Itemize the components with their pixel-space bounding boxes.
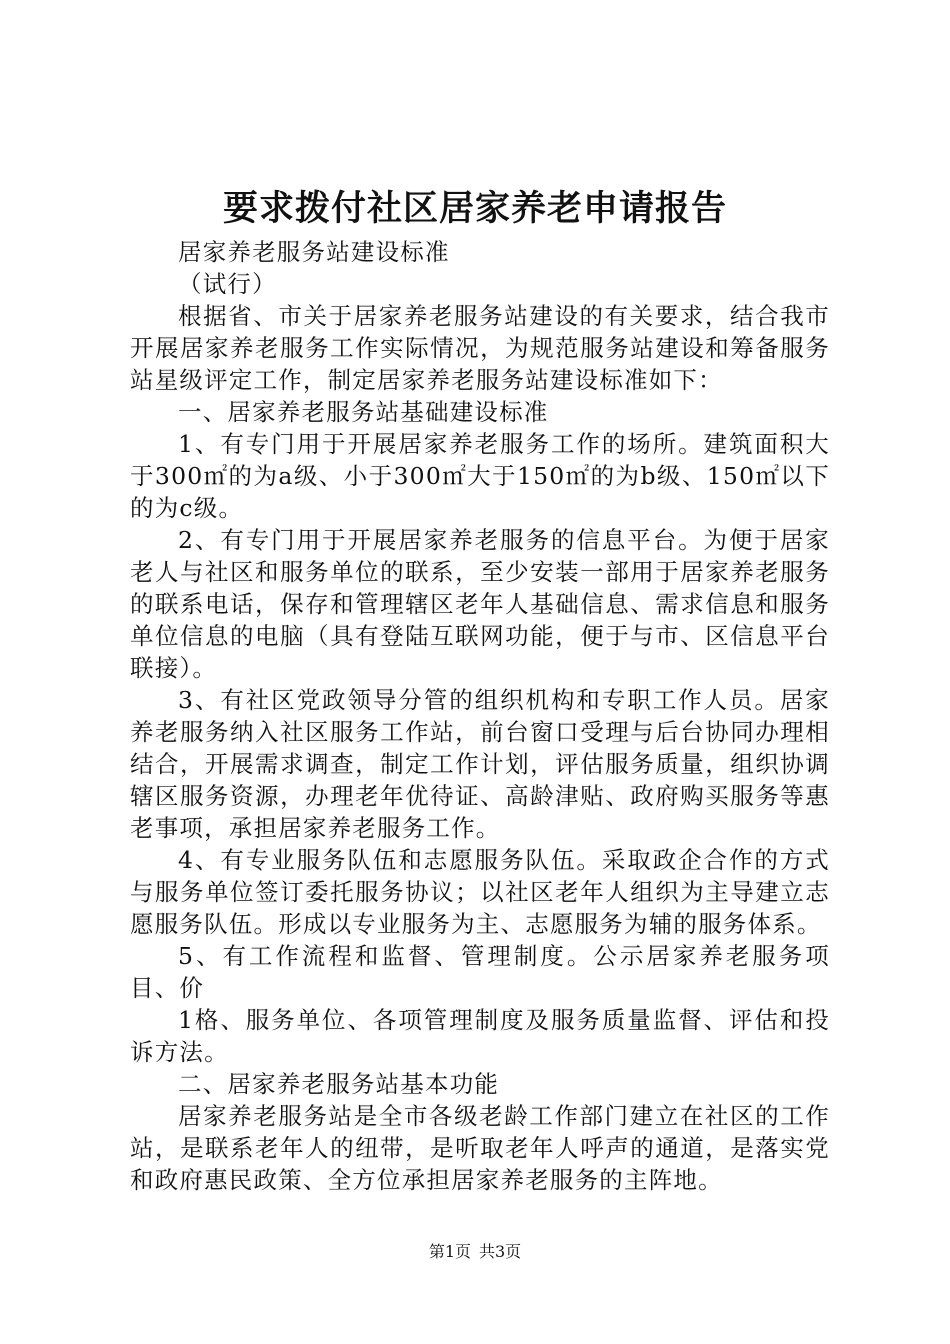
section-heading-1: 一、居家养老服务站基础建设标准: [178, 398, 549, 426]
paragraph-item-2: 2、有专门用于开展居家养老服务的信息平台。为便于居家老人与社区和服务单位的联系，至少安装一部用于居家养老服务的联系电话，保存和管理辖区老年人基础信息、需求信息和服务单位信息的电脑（具有登陆互联网功能，便于与市、区信息平台联接）。: [130, 526, 830, 682]
paragraph-item-5: 5、有工作流程和监督、管理制度。公示居家养老服务项目、价: [130, 942, 830, 1002]
page-total: 共3页: [479, 1242, 522, 1261]
paragraph-subtitle: 居家养老服务站建设标准: [178, 238, 450, 266]
paragraph-trial-note: （试行）: [178, 270, 277, 298]
paragraph-function: 居家养老服务站是全市各级老龄工作部门建立在社区的工作站，是联系老年人的纽带，是听取老年人呼声的通道，是落实党和政府惠民政策、全方位承担居家养老服务的主阵地。: [130, 1102, 830, 1194]
paragraph-item-1: 1、有专门用于开展居家养老服务工作的场所。建筑面积大于300㎡的为a级、小于300㎡大于150㎡的为b级、150㎡以下的为c级。: [130, 430, 830, 522]
paragraph-intro: 根据省、市关于居家养老服务站建设的有关要求，结合我市开展居家养老服务工作实际情况，为规范服务站建设和筹备服务站星级评定工作，制定居家养老服务站建设标准如下：: [130, 302, 830, 394]
section-heading-2: 二、居家养老服务站基本功能: [178, 1070, 500, 1098]
paragraph-item-3: 3、有社区党政领导分管的组织机构和专职工作人员。居家养老服务纳入社区服务工作站，前台窗口受理与后台协同办理相结合，开展需求调查，制定工作计划，评估服务质量，组织协调辖区服务资源，办理老年优待证、高龄津贴、政府购买服务等惠老事项，承担居家养老服务工作。: [130, 686, 830, 842]
paragraph-item-4: 4、有专业服务队伍和志愿服务队伍。采取政企合作的方式与服务单位签订委托服务协议；以社区老年人组织为主导建立志愿服务队伍。形成以专业服务为主、志愿服务为辅的服务体系。: [130, 846, 830, 938]
paragraph-item-5-continued: 1格、服务单位、各项管理制度及服务质量监督、评估和投诉方法。: [130, 1006, 830, 1066]
page-number: 第1页: [428, 1242, 471, 1261]
document-body: [130, 236, 830, 1196]
document-title: 要求拨付社区居家养老申请报告: [222, 188, 727, 229]
page-footer: [0, 1241, 950, 1263]
